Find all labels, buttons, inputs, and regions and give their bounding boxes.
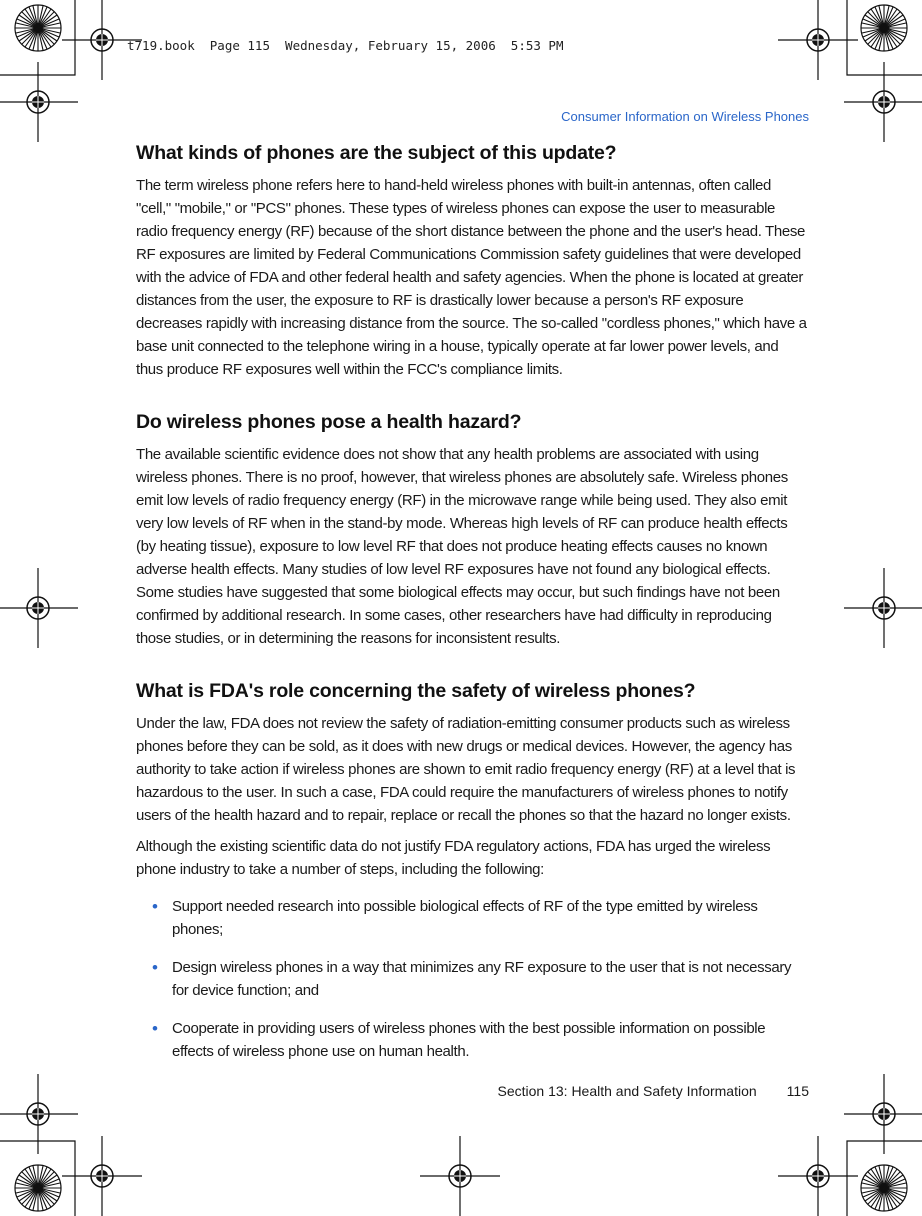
bullet-icon: •: [152, 958, 158, 977]
print-slug: t719.book Page 115 Wednesday, February 15, 2006 5:53 PM: [127, 38, 564, 53]
running-header: Consumer Information on Wireless Phones: [561, 109, 809, 124]
page-number: 115: [786, 1083, 809, 1099]
body-paragraph: Although the existing scientific data do not justify FDA regulatory actions, FDA has urged the wireless phone industry to take a number of steps, including the following:: [136, 838, 771, 878]
reg-mark: [844, 62, 922, 142]
reg-mark: [0, 568, 78, 648]
body-paragraph: The term wireless phone refers here to hand-held wireless phones with built-in antennas, often called "cell," "mobile," or "PCS" phones. These types of wireless phones can expose the user to measurable radio frequency energy (RF) because of the short distance between the phone and the user's head. These RF exposures are limited by Federal Communications Commission safety guidelines that were developed with the advice of FDA and other federal health and safety agencies. When the phone is located at greater distances from the user, the exposure to RF is drastically lower because a person's RF exposure decreases rapidly with increasing distance from the source. The so-called "cordless phones," which have a base unit connected to the telephone wiring in a house, typically operate at far lower power levels, and thus produce RF exposures well within the FCC's compliance limits.: [136, 177, 807, 378]
body-paragraph: The available scientific evidence does not show that any health problems are associated with using wireless phones. There is no proof, however, that wireless phones are absolutely safe. Wireless phones emit low levels of radio frequency energy (RF) in the microwave range while being used. They also emit very low levels of RF when in the stand-by mode. Whereas high levels of RF can produce health effects (by heating tissue), exposure to low level RF that does not produce heating effects causes no known adverse health effects. Many studies of low level RF exposures have not found any biological effects. Some studies have suggested that some biological effects may occur, but such findings have not been confirmed by additional research. In some cases, other researchers have had difficulty in reproducing those studies, or in determining the reasons for inconsistent results.: [136, 446, 788, 647]
page-body: [136, 142, 809, 1078]
footer-section-label: Section 13: Health and Safety Information: [497, 1083, 757, 1099]
reg-mark: [0, 1074, 78, 1154]
corner-star-bottom-left: [15, 1165, 61, 1211]
section-heading: What kinds of phones are the subject of this update?: [136, 142, 617, 164]
section-heading: What is FDA's role concerning the safety of wireless phones?: [136, 680, 696, 702]
list-item: [136, 956, 809, 1002]
list-item-text: Support needed research into possible biological effects of RF of the type emitted by wireless phones;: [172, 898, 758, 938]
corner-star-bottom-right: [861, 1165, 907, 1211]
corner-star-top-left: [15, 5, 61, 51]
reg-mark: [844, 1074, 922, 1154]
page-footer: [498, 1083, 810, 1099]
reg-mark: [420, 1136, 500, 1216]
reg-mark: [778, 1136, 858, 1216]
list-item-text: Design wireless phones in a way that minimizes any RF exposure to the user that is not necessary for device function; and: [172, 959, 792, 999]
bullet-icon: •: [152, 1019, 158, 1038]
bullet-list: [136, 895, 809, 1063]
reg-mark: [0, 62, 78, 142]
corner-star-top-right: [861, 5, 907, 51]
list-item-text: Cooperate in providing users of wireless phones with the best possible information on possible effects of wireless phone use on human health.: [172, 1020, 766, 1060]
reg-mark: [844, 568, 922, 648]
reg-mark: [62, 1136, 142, 1216]
reg-mark: [778, 0, 858, 80]
body-paragraph: Under the law, FDA does not review the safety of radiation-emitting consumer products such as wireless phones before they can be sold, as it does with new drugs or medical devices. However, the agency has authority to take action if wireless phones are shown to emit radio frequency energy (RF) at a level that is hazardous to the user. In such a case, FDA could require the manufacturers of wireless phones to notify users of the health hazard and to repair, replace or recall the phones so that the hazard no longer exists.: [136, 715, 796, 824]
section-heading: Do wireless phones pose a health hazard?: [136, 411, 522, 433]
bullet-icon: •: [152, 897, 158, 916]
list-item: [136, 895, 809, 941]
list-item: [136, 1017, 809, 1063]
